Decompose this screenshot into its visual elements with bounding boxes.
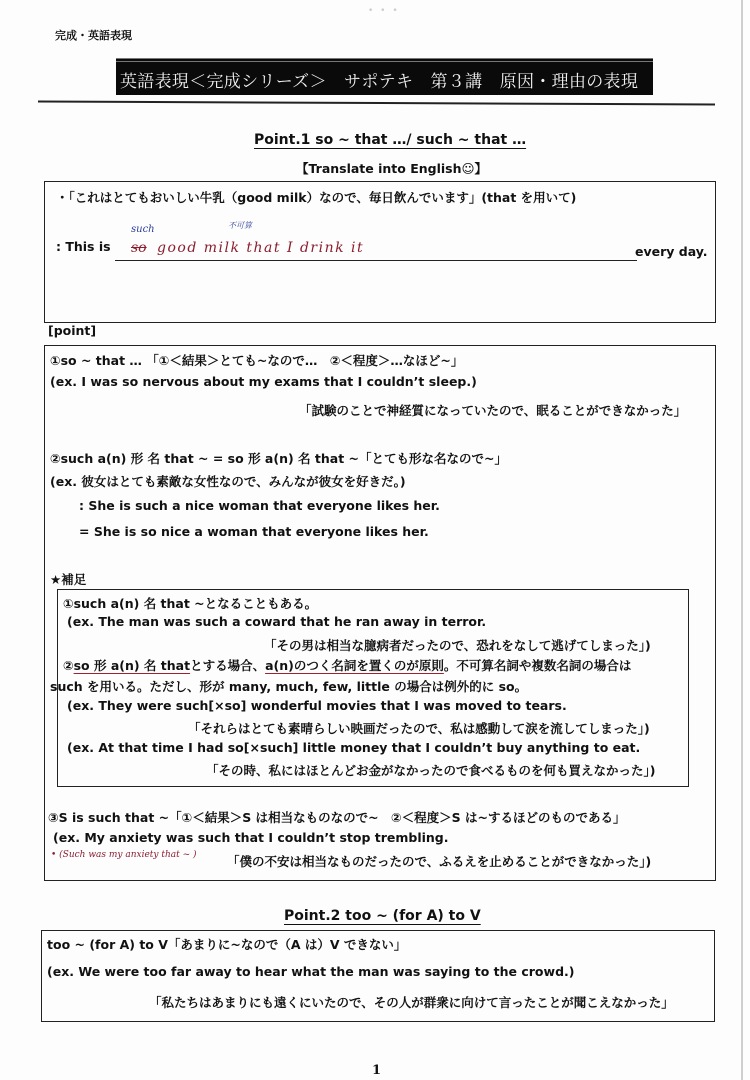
page-number: 1 (372, 1063, 382, 1078)
course-label: 完成・英語表現 (55, 29, 132, 42)
exercise-suffix: every day. (635, 244, 708, 259)
handwritten-struck-word: so (131, 240, 147, 256)
page-title: 英語表現＜完成シリーズ＞ サポテキ 第３講 原因・理由の表現 (120, 72, 639, 92)
rule2-example: (ex. 彼女はとても素敵な女性なので、みんなが彼女を好きだ。) (50, 474, 406, 489)
rule3-heading: ③S is such that ~「①＜結果＞S は相当なものなので~ ②＜程度＞S は~するほどのものである」 (48, 810, 626, 825)
supplement-item1-heading: ①such a(n) 名 that ~となることもある。 (63, 596, 318, 611)
underlined-rule: a(n)のつく名詞を置くのが原則 (265, 658, 444, 673)
point-label: [point] (48, 323, 97, 338)
rule3-handwritten-note: • (Such was my anxiety that ~ ) (51, 850, 197, 860)
supplement-item2-translation2: 「その時、私にはほとんどお金がなかったので食べるものを何も買えなかった」) (206, 763, 656, 778)
point1-title: Point.1 so ~ that …/ such ~ that … (254, 132, 527, 148)
scan-artifact: • • • (368, 6, 400, 16)
supplement-item2-heading: ②so 形 a(n) 名 thatとする場合、a(n)のつく名詞を置くのが原則。不可算名詞や複数名詞の場合は (63, 658, 632, 673)
point2-example: (ex. We were too far away to hear what the man was saying to the crowd.) (47, 964, 575, 979)
supplement-item1-example: (ex. The man was such a coward that he ran away in terror. (67, 614, 487, 629)
underlined-pattern: so 形 a(n) 名 that (73, 658, 191, 673)
rule3-example: (ex. My anxiety was such that I couldn’t stop trembling. (53, 830, 449, 845)
supplement-item2-line2: such を用いる。ただし、形が many, much, few, little の場合は例外的に so。 (50, 679, 528, 694)
exercise-box (44, 181, 716, 323)
handwritten-correction: such (131, 224, 155, 235)
exercise-prefix: : This is (56, 239, 111, 254)
rule3-translation: 「僕の不安は相当なものだったので、ふるえを止めることができなかった」) (227, 854, 652, 869)
header-divider (38, 101, 715, 106)
rule2-answer1: : She is such a nice woman that everyone likes her. (79, 498, 440, 513)
supplement-item2-translation1: 「それらはとても素晴らしい映画だったので、私は感動して涙を流してしまった」) (188, 721, 650, 736)
handwritten-note: 不可算 (228, 221, 252, 230)
rule1-heading: ①so ~ that … 「①＜結果＞とても~なので… ②＜程度＞…なほど~」 (50, 353, 464, 368)
supplement-item2-example2: (ex. At that time I had so[×such] little money that I couldn’t buy anything to eat. (67, 740, 641, 755)
exercise-prompt: ・「これはとてもおいしい牛乳（good milk）なので、毎日飲んでいます」(that を用いて) (56, 190, 577, 205)
point2-heading: too ~ (for A) to V「あまりに~なので（A は）V できない」 (47, 937, 407, 952)
supplement-item2-example1: (ex. They were such[×so] wonderful movies that I was moved to tears. (67, 698, 567, 713)
title-banner (116, 58, 653, 95)
point1-instruction: 【Translate into English☺】 (296, 161, 488, 176)
supplement-item1-translation: 「その男は相当な臆病者だったので、恐れをなして逃げてしまった」) (264, 638, 651, 653)
point2-box (41, 930, 715, 1022)
rule2-answer2: = She is so nice a woman that everyone likes her. (79, 524, 429, 539)
handwritten-answer: good milk that I drink it (157, 240, 365, 256)
point-box (44, 345, 716, 881)
point2-title: Point.2 too ~ (for A) to V (284, 908, 481, 924)
answer-line[interactable] (115, 260, 637, 261)
rule2-heading: ②such a(n) 形 名 that ~ = so 形 a(n) 名 that ~「とても形な名なので~」 (50, 451, 507, 466)
supplement-box (50, 589, 689, 787)
point2-translation: 「私たちはあまりにも遠くにいたので、その人が群衆に向けて言ったことが聞こえなかった」 (149, 995, 674, 1010)
rule1-translation: 「試験のことで神経質になっていたので、眠ることができなかった」 (299, 403, 687, 418)
scan-edge (741, 0, 743, 1080)
rule1-example: (ex. I was so nervous about my exams that I couldn’t sleep.) (50, 374, 477, 389)
supplement-label: ★補足 (50, 572, 87, 587)
